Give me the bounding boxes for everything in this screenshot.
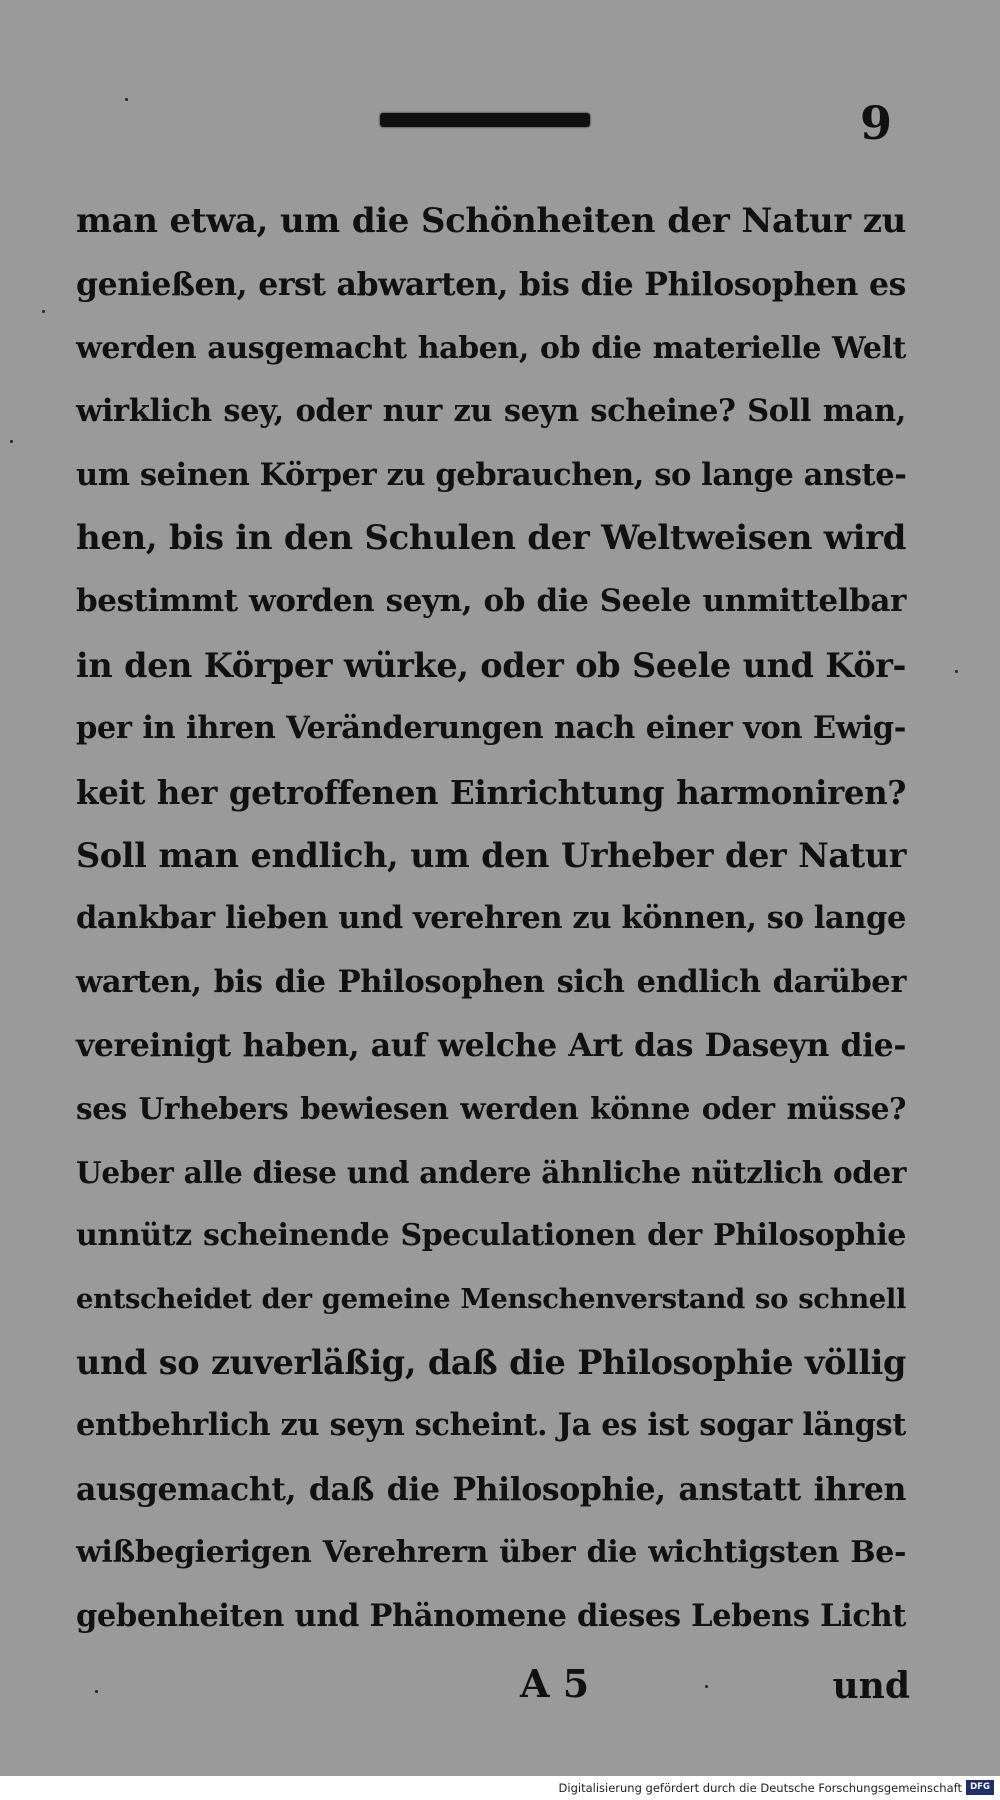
body-text xyxy=(76,190,906,1648)
catchword: und xyxy=(832,1665,910,1707)
text-line: bestimmt worden seyn, ob die Seele unmittelbar xyxy=(76,583,906,620)
text-line: Ueber alle diese und andere ähnliche nützlich oder xyxy=(76,1154,906,1190)
scan-speck xyxy=(705,1685,708,1688)
dfg-logo: DFG xyxy=(966,1780,994,1795)
text-line: hen, bis in den Schulen der Weltweisen wird xyxy=(76,517,906,558)
text-line: ses Urhebers bewiesen werden könne oder müsse? xyxy=(76,1091,906,1127)
text-line: gebenheiten und Phänomene dieses Lebens Licht xyxy=(76,1597,906,1634)
header-ornament-rule xyxy=(380,113,590,127)
text-line: wirklich sey, oder nur zu seyn scheine? Soll man, xyxy=(76,393,906,430)
text-line: werden ausgemacht haben, ob die materielle Welt xyxy=(76,330,906,366)
text-line: keit her getroffenen Einrichtung harmoniren? xyxy=(76,772,906,812)
scan-speck xyxy=(10,440,13,443)
text-line: entbehrlich zu seyn scheint. Ja es ist sogar längst xyxy=(76,1407,906,1444)
text-line: um seinen Körper zu gebrauchen, so lange anste- xyxy=(76,456,907,493)
page-number: 9 xyxy=(859,96,892,150)
text-line: ausgemacht, daß die Philosophie, anstatt ihren xyxy=(76,1470,906,1508)
text-line: vereinigt haben, auf welche Art das Daseyn die- xyxy=(76,1027,906,1065)
scan-speck xyxy=(95,1690,98,1693)
text-line: dankbar lieben und verehren zu können, so lange xyxy=(76,900,906,937)
scan-speck xyxy=(125,98,128,101)
text-line: warten, bis die Philosophen sich endlich darüber xyxy=(76,963,906,1000)
text-line: wißbegierigen Verehrern über die wichtigsten Be- xyxy=(76,1535,906,1571)
scan-speck xyxy=(955,670,958,673)
scan-speck xyxy=(42,310,45,313)
signature-mark: A 5 xyxy=(520,1661,590,1706)
digitization-credit: Digitalisierung gefördert durch die Deutsche Forschungsgemeinschaft xyxy=(558,1781,962,1795)
text-line: entscheidet der gemeine Menschenverstand so schnell xyxy=(76,1282,906,1315)
text-line: man etwa, um die Schönheiten der Natur zu xyxy=(76,201,906,241)
text-line: per in ihren Veränderungen nach einer von Ewig- xyxy=(76,710,906,747)
text-line: in den Körper würke, oder ob Seele und Kör- xyxy=(76,645,906,685)
text-line: unnütz scheinende Speculationen der Philosophie xyxy=(76,1218,906,1254)
text-line: genießen, erst abwarten, bis die Philosophen es xyxy=(76,266,906,304)
text-line: und so zuverläßig, daß die Philosophie völlig xyxy=(76,1343,906,1383)
text-line: Soll man endlich, um den Urheber der Natur xyxy=(76,835,906,875)
